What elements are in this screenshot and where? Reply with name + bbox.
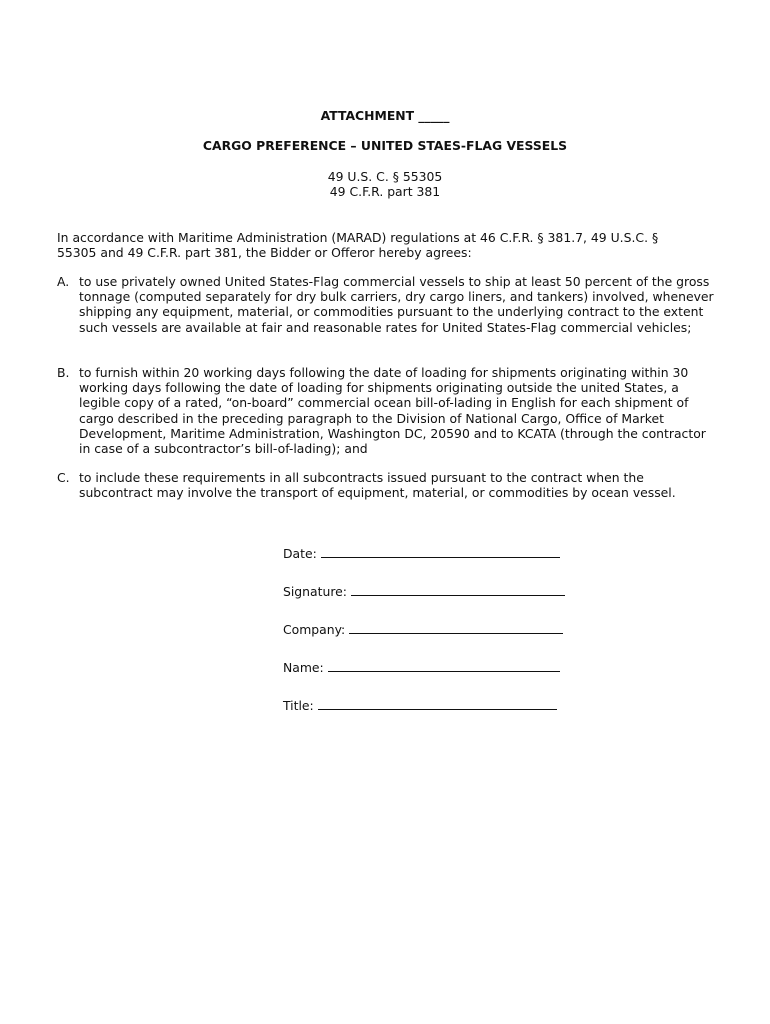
name-label: Name: — [283, 660, 324, 675]
intro-paragraph: In accordance with Maritime Administration (MARAD) regulations at 46 C.F.R. § 381.7, 49 U.S.C. § 55305 and 49 C.F.R. part 381, the Bidder or Offeror hereby agrees: — [57, 230, 659, 261]
document-subtitle: CARGO PREFERENCE – UNITED STAES-FLAG VESSELS — [202, 138, 568, 153]
clause-c — [57, 470, 717, 500]
date-field[interactable] — [321, 545, 560, 558]
signature-row — [283, 583, 565, 599]
title-label: Title: — [283, 698, 314, 713]
clause-letter: A. — [57, 274, 70, 289]
clause-a — [57, 274, 717, 335]
clause-letter: B. — [57, 365, 70, 380]
company-field[interactable] — [349, 621, 563, 634]
company-label: Company: — [283, 622, 346, 637]
citation-cfr: 49 C.F.R. part 381 — [329, 184, 441, 200]
company-row — [283, 621, 563, 637]
signature-field[interactable] — [351, 583, 565, 596]
citation-usc: 49 U.S. C. § 55305 — [327, 169, 443, 184]
clause-text: to furnish within 20 working days following the date of loading for shipments originating within 30 working days following the date of loading for shipments originating outside the united States, a legible copy of a rated, “on-board” commercial ocean bill-of-lading in English for each shipment of cargo described in the preceding paragraph to the Division of National Cargo, Office of Market Development, Maritime Administration, Washington DC, 20590 and to KCATA (through the contractor in case of a subcontractor’s bill-of-lading); and — [79, 365, 706, 457]
title-row — [283, 697, 557, 713]
signature-label: Signature: — [283, 584, 347, 599]
title-field[interactable] — [318, 697, 557, 710]
date-label: Date: — [283, 546, 317, 561]
clause-text: to use privately owned United States-Flag commercial vessels to ship at least 50 percent of the gross tonnage (computed separately for dry bulk carriers, dry cargo liners, and tankers) involved, whenever shipping any equipment, material, or commodities pursuant to the underlying contract to the extent such vessels are available at fair and reasonable rates for United States-Flag commercial vehicles; — [79, 274, 714, 335]
citations — [0, 169, 770, 199]
clause-b — [57, 365, 717, 456]
clause-text: to include these requirements in all subcontracts issued pursuant to the contract when the subcontract may involve the transport of equipment, material, or commodities by ocean vessel. — [79, 470, 676, 501]
clause-letter: C. — [57, 470, 70, 485]
document-title: ATTACHMENT _____ — [320, 108, 450, 123]
name-field[interactable] — [328, 659, 560, 672]
name-row — [283, 659, 560, 675]
date-row — [283, 545, 560, 561]
